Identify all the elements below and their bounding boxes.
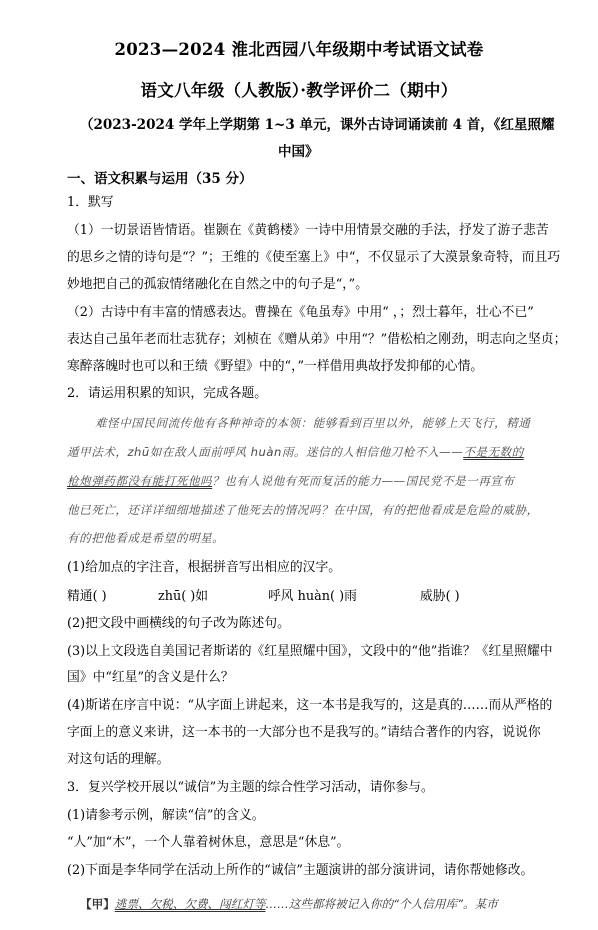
passage-line-4: 他已死亡，还详详细细地描述了他死去的情况吗？在中国，有的把他看成是危险的威胁， [67,503,539,517]
q2-3-line1: (3)以上文段选自美国记者斯诺的《红星照耀中国》，文段中的“他”指谁？《红星照耀中 [67,644,553,659]
q3-1-prompt: (1)请参考示例，解读“信”的含义。 [67,808,265,823]
q3-bottom-underline: 逃票、欠税、欠费、闯红灯等 [114,897,266,911]
q2-label: 2．请运用积累的知识，完成各题。 [67,386,268,401]
q2-2-prompt: (2)把文段中画横线的句子改为陈述句。 [67,616,290,631]
q1-label: 1．默写 [67,195,114,210]
q1-p2-line3: 寒醉落魄时也可以和王绩《野望》中的“，”一样借用典故抒发抑郁的心情。 [67,359,484,374]
q1-p2-line1: （2）古诗中有丰富的情感表达。曹操在《龟虽寿》中用“ ，；烈士暮年，壮心不已” [67,305,534,320]
scope-line-2: 中国》 [278,144,319,160]
passage-line-1: 难怪中国民间流传他有各种神奇的本领：能够看到百里以外，能够上天飞行，精通 [95,416,531,430]
q2-1-item-2: zhū( )如 [158,589,209,604]
q1-p1-line1: （1）一切景语皆情语。崔颢在《黄鹤楼》一诗中用情景交融的手法，抒发了游子悲苦 [67,223,549,238]
passage-underline-1: 不是无数的 [463,445,524,459]
passage-underline-2: 枪炮弹药都没有能打死他吗 [67,474,213,488]
q2-1-item-4: 威胁( ) [420,589,460,604]
passage-line-5: 有的把他看成是希望的明星。 [67,531,225,545]
q3-1-example: “人”加“木”，一个人靠着树休息，意思是“休息”。 [67,835,350,850]
q2-3-line2: 国》中“红星”的含义是什么？ [67,670,234,685]
scope-line-1: （2023-2024 学年上学期第 1~3 单元，课外古诗词诵读前 4 首，《红星照耀 [80,117,555,133]
passage-line-2: 遁甲法术，zhū如在敌人面前呼风 huàn雨。迷信的人相信他刀枪不入——不是无数的 [67,445,524,459]
section-heading: 一、语文积累与运用（35 分） [67,171,253,187]
q2-4-line3: 对这句话的理解。 [67,752,170,767]
q2-1-prompt: (1)给加点的字注音，根据拼音写出相应的汉字。 [67,560,342,575]
q2-1-item-3: 呼风 huàn( )雨 [268,589,357,604]
q2-4-line2: 字面上的意义来讲，这一本书的一大部分也不是我写的。”请结合著作的内容，说说你 [67,725,541,740]
exam-title: 2023—2024 淮北西园八年级期中考试语文试卷 [114,40,484,59]
q2-1-item-1: 精通( ) [67,589,107,604]
exam-subtitle: 语文八年级（人教版）·教学评价二（期中） [140,81,458,100]
q1-p2-line2: 表达自己虽年老而壮志犹存；刘桢在《赠从弟》中用“？”借松柏之刚劲，明志向之坚贞； [67,332,567,347]
q3-label: 3．复兴学校开展以“诚信”为主题的综合性学习活动，请你参与。 [67,780,434,795]
q2-4-line1: (4)斯诺在序言中说：“从字面上讲起来，这一本书是我写的，这是真的……而从严格的 [67,698,553,713]
passage-line-3: 枪炮弹药都没有能打死他吗？也有人说他有死而复活的能力——国民党不是一再宣布 [67,474,515,488]
q3-bottom-line: 【甲】逃票、欠税、欠费、闯红灯等……这些都将被记入你的“个人信用库”。某市 [80,897,498,911]
q1-p1-line2: 的思乡之情的诗句是“？”；王维的《使至塞上》中“，不仅显示了大漠景象奇特，而且巧 [67,250,561,265]
q1-p1-line3: 妙地把自己的孤寂情绪融化在自然之中的句子是“，”。 [67,277,369,292]
q3-2-prompt: (2)下面是李华同学在活动上所作的“诚信”主题演讲的部分演讲词，请你帮她修改。 [67,863,534,878]
